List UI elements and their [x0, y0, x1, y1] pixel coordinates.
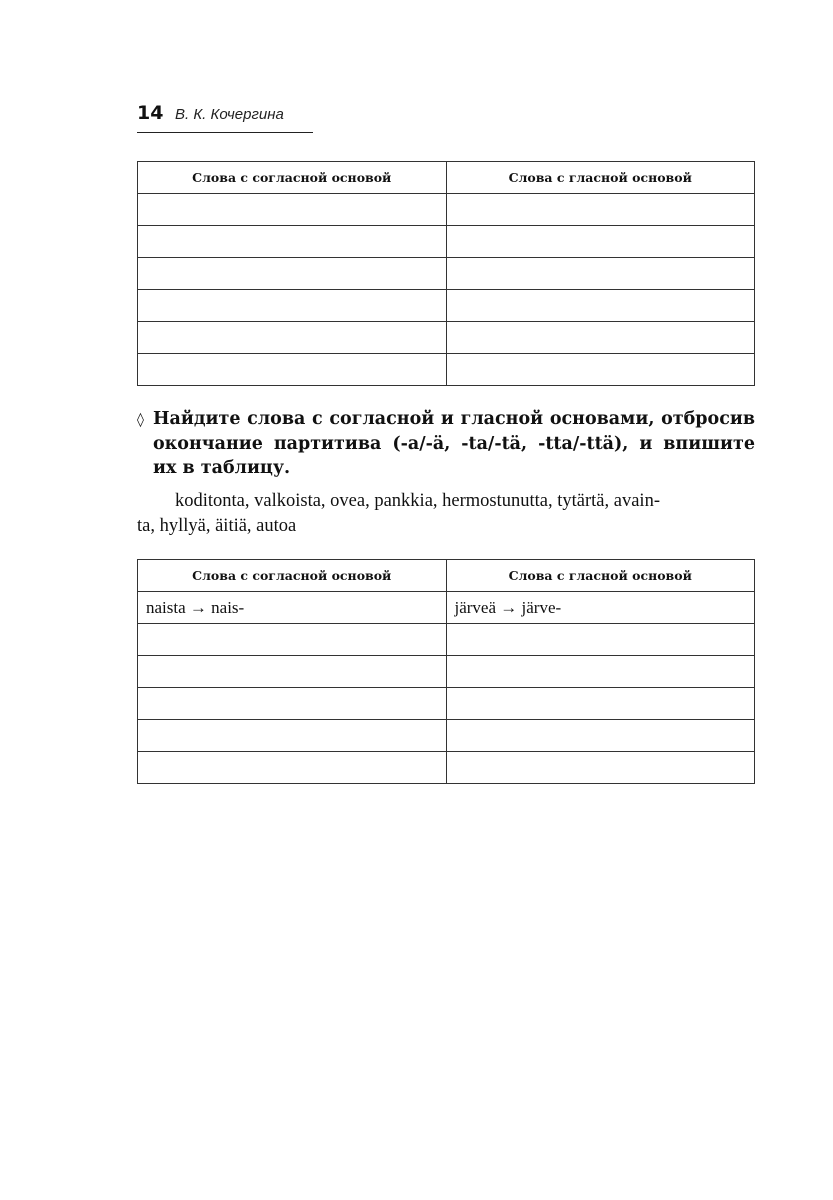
diamond-marker-icon: ◊ [137, 412, 144, 428]
table-cell[interactable] [138, 354, 447, 386]
table-cell[interactable] [138, 226, 447, 258]
table-cell[interactable] [446, 720, 755, 752]
stem-table-2 [137, 559, 755, 784]
author-name: В. К. Кочергина [175, 106, 284, 123]
column-header-vowel-stem: Слова с гласной основой [446, 162, 755, 194]
table-cell[interactable] [138, 624, 447, 656]
table-cell[interactable] [138, 194, 447, 226]
example-cell-consonant: naista → nais- [138, 592, 447, 624]
table-row [138, 720, 755, 752]
table-cell[interactable] [138, 720, 447, 752]
table-cell[interactable] [138, 752, 447, 784]
table-cell[interactable] [446, 322, 755, 354]
table-cell[interactable] [446, 290, 755, 322]
table-row [138, 322, 755, 354]
table-row [138, 624, 755, 656]
column-header-vowel-stem: Слова с гласной основой [446, 560, 755, 592]
column-header-consonant-stem: Слова с согласной основой [138, 162, 447, 194]
table-cell[interactable] [138, 688, 447, 720]
table-row [138, 592, 755, 624]
instruction-text: Найдите слова с согласной и гласной основами, отбросив окончание партитива (-a/-ä, -ta/-tä, -tta/-ttä), и впишите их в таблицу. [153, 409, 755, 478]
running-head [137, 102, 313, 133]
page-number: 14 [137, 102, 164, 124]
table-row [138, 656, 755, 688]
table-cell[interactable] [138, 656, 447, 688]
exercise-block [137, 407, 755, 539]
table-cell[interactable] [138, 290, 447, 322]
word-list [137, 489, 755, 539]
table-cell[interactable] [446, 624, 755, 656]
example-cell-vowel: järveä → järve- [446, 592, 755, 624]
stem-table-1 [137, 161, 755, 386]
table-row [138, 290, 755, 322]
word-list-line: koditonta, valkoista, ovea, pankkia, hermostunutta, tytärtä, avain- [175, 491, 660, 511]
table-row [138, 258, 755, 290]
table-cell[interactable] [138, 258, 447, 290]
table-row [138, 688, 755, 720]
table-header-row [138, 560, 755, 592]
table-cell[interactable] [446, 226, 755, 258]
table-row [138, 194, 755, 226]
table-cell[interactable] [138, 322, 447, 354]
table-row [138, 354, 755, 386]
table-cell[interactable] [446, 354, 755, 386]
word-list-line: ta, hyllyä, äitiä, autoa [137, 516, 297, 536]
table-cell[interactable] [446, 194, 755, 226]
table-cell[interactable] [446, 752, 755, 784]
column-header-consonant-stem: Слова с согласной основой [138, 560, 447, 592]
table-cell[interactable] [446, 656, 755, 688]
table-cell[interactable] [446, 258, 755, 290]
table-row [138, 752, 755, 784]
table-header-row [138, 162, 755, 194]
exercise-instruction [137, 407, 755, 480]
table-cell[interactable] [446, 688, 755, 720]
table-row [138, 226, 755, 258]
